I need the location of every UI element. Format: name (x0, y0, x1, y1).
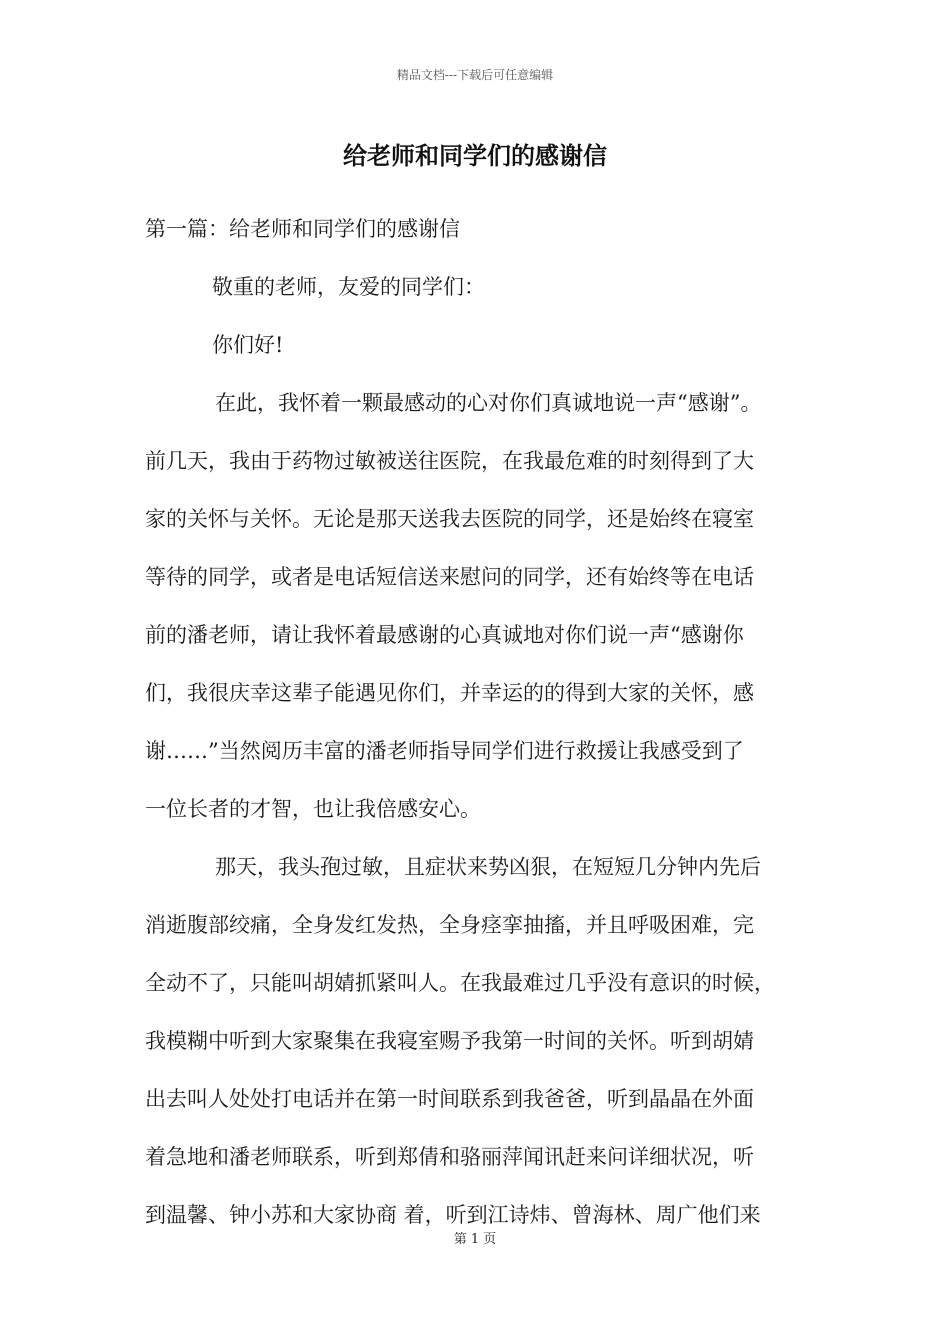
paragraph-line: 们，我很庆幸这辈子能遇见你们，并幸运的的得到大家的关怀，感 (145, 681, 754, 705)
paragraph-line: 一位长者的才智，也让我倍感安心。 (145, 797, 481, 821)
paragraph-line: 着急地和潘老师联系，听到郑倩和骆丽萍闻讯赶来问详细状况，听 (145, 1145, 754, 1169)
paragraph-line: 出去叫人处处打电话并在第一时间联系到我爸爸，听到晶晶在外面 (145, 1087, 754, 1111)
paragraph-line: 谢……”当然阅历丰富的潘老师指导同学们进行救援让我感受到了 (145, 739, 744, 763)
salutation: 敬重的老师，友爱的同学们： (212, 275, 485, 299)
section-heading: 第一篇：给老师和同学们的感谢信 (145, 217, 460, 241)
greeting: 你们好! (212, 333, 284, 357)
paragraph-line: 那天，我头孢过敏，且症状来势凶狠，在短短几分钟内先后 (215, 855, 761, 879)
paragraph-line: 消逝腹部绞痛，全身发红发热，全身痉挛抽搐，并且呼吸困难，完 (145, 913, 754, 937)
paragraph-line: 到温馨、钟小苏和大家协商 着，听到江诗炜、曾海林、周广他们来 (145, 1203, 761, 1227)
paragraph-line: 等待的同学，或者是电话短信送来慰问的同学，还有始终等在电话 (145, 565, 754, 589)
paragraph-line: 全动不了，只能叫胡婧抓紧叫人。在我最难过几乎没有意识的时候， (145, 971, 775, 995)
paragraph-line: 我模糊中听到大家聚集在我寝室赐予我第一时间的关怀。听到胡婧 (145, 1029, 754, 1053)
document-title: 给老师和同学们的感谢信 (343, 141, 607, 170)
paragraph-line: 家的关怀与关怀。无论是那天送我去医院的同学，还是始终在寝室 (145, 507, 754, 531)
paragraph-line: 在此，我怀着一颗最感动的心对你们真诚地说一声“感谢”。 (215, 391, 762, 415)
document-body (145, 200, 815, 1244)
paragraph-line: 前的潘老师，请让我怀着最感谢的心真诚地对你们说一声“感谢你 (145, 623, 744, 647)
header-note: 精品文档---下载后可任意编辑 (396, 68, 554, 82)
page-number: 第 1 页 (453, 1232, 497, 1247)
paragraph-line: 前几天，我由于药物过敏被送往医院，在我最危难的时刻得到了大 (145, 449, 754, 473)
